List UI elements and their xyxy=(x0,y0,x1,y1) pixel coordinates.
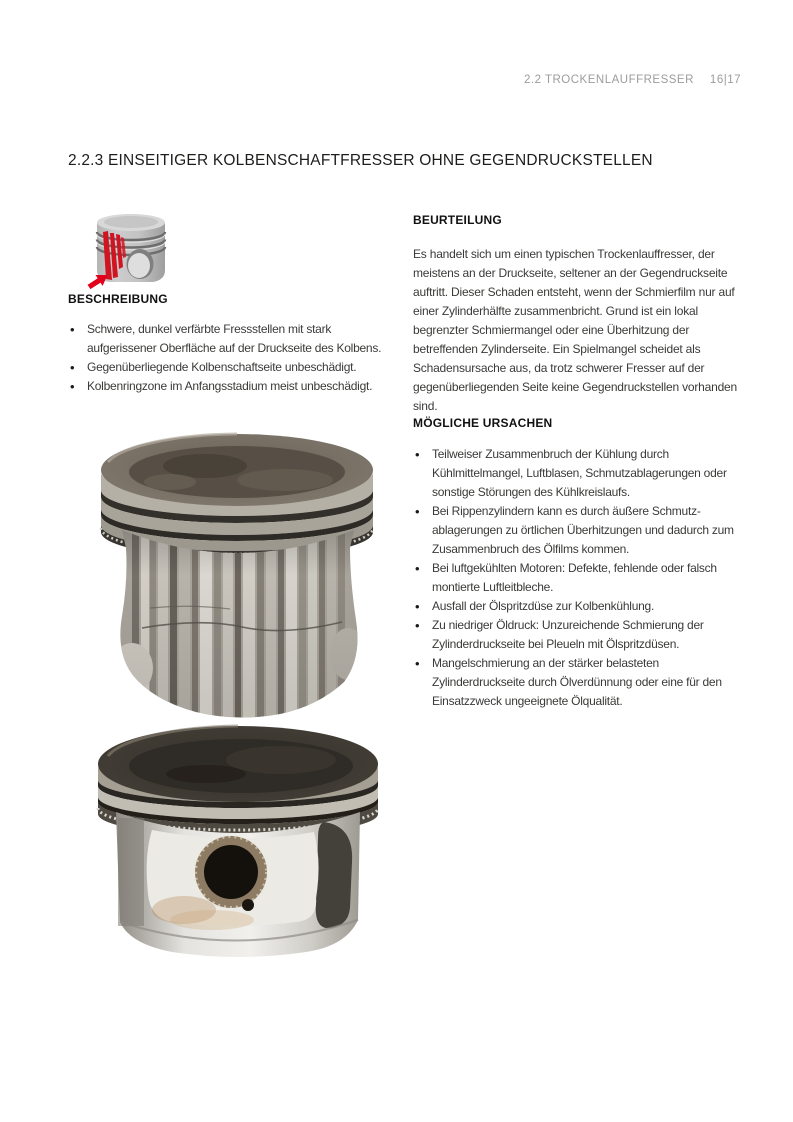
list-item-text: Teilweiser Zusammenbruch der Kühlung durch Kühlmittelmangel, Luftblasen, Schmutzablagerungen oder sonstige Störungen des Kühlkreislaufs. xyxy=(432,447,727,499)
list-item xyxy=(413,445,743,502)
list-item xyxy=(68,358,394,377)
list-item xyxy=(413,616,743,654)
piston-schematic xyxy=(87,207,173,292)
piston-photo-pin-side xyxy=(86,722,392,967)
piston-with-seizure-marks-icon xyxy=(87,207,173,292)
list-item-text: Kolbenringzone im Anfangsstadium meist unbeschädigt. xyxy=(87,379,373,393)
list-item xyxy=(68,320,394,358)
list-item-text: Ausfall der Ölspritzdüse zur Kolbenkühlung. xyxy=(432,599,655,613)
list-item xyxy=(68,377,394,396)
piston-photo-scored-skirt xyxy=(80,430,394,722)
left-column xyxy=(68,207,394,396)
list-item-text: Bei Rippenzylindern kann es durch äußere Schmutzablagerungen zu örtlichen Überhitzungen und dadurch zum Zusammenbruch des Ölfilms kommen. xyxy=(432,504,734,556)
list-item xyxy=(413,597,743,616)
list-item-text: Bei luftgekühlten Motoren: Defekte, fehlende oder falsch montierte Luftleitbleche. xyxy=(432,561,717,594)
section-heading-beschreibung: BESCHREIBUNG xyxy=(68,292,168,306)
page-number: 16|17 xyxy=(709,74,741,86)
ursachen-list xyxy=(413,445,743,711)
section-heading-beurteilung: BEURTEILUNG xyxy=(413,213,502,227)
piston-crown xyxy=(101,434,373,506)
page-title: 2.2.3 EINSEITIGER KOLBENSCHAFTFRESSER OHNE GEGENDRUCKSTELLEN xyxy=(68,152,653,169)
beurteilung-paragraph: Es handelt sich um einen typischen Trockenlauffresser, der meistens an der Druckseite, seltener an der Gegendruckseite auftritt. Dieser Schaden entsteht, wenn der Schmierfilm nur auf einer Zylinderhälfte zusammenbricht. Grund ist ein lokal begrenzter Schmiermangel oder eine Überhitzung der betreffenden Zylinderseite. Ein Spielmangel scheidet als Schadensursache aus, da trotz schwerer Fresser auf der gegenüberliegenden Seite keine Gegendruckstellen vorhanden sind. xyxy=(413,247,737,413)
piston-photo-scored-skirt-image xyxy=(80,430,394,722)
right-column xyxy=(413,213,743,711)
list-item-text: Gegenüberliegende Kolbenschaftseite unbeschädigt. xyxy=(87,360,357,374)
piston-skirt-scored xyxy=(110,525,366,722)
piston-skirt-shiny xyxy=(116,812,360,957)
list-item xyxy=(413,654,743,711)
running-header xyxy=(524,74,741,86)
section-heading-ursachen: MÖGLICHE URSACHEN xyxy=(413,416,553,430)
piston-crown xyxy=(98,726,378,802)
pin-bore xyxy=(204,845,258,899)
running-head-section: 2.2 TROCKENLAUFFRESSER xyxy=(524,74,694,86)
list-item-text: Zu niedriger Öldruck: Unzureichende Schmierung der Zylinderdruckseite bei Pleueln mit Ölspritzdüsen. xyxy=(432,618,704,651)
list-item-text: Schwere, dunkel verfärbte Fressstellen mit stark aufgerissener Oberfläche auf der Druckseite des Kolbens. xyxy=(87,322,382,355)
list-item xyxy=(413,502,743,559)
list-item xyxy=(413,559,743,597)
beschreibung-list xyxy=(68,320,394,396)
piston-photo-pin-side-image xyxy=(86,722,392,967)
list-item-text: Mangelschmierung an der stärker belasteten Zylinderdruckseite durch Ölverdünnung oder eine für den Einsatzzweck ungeeignete Ölqualität. xyxy=(432,656,722,708)
